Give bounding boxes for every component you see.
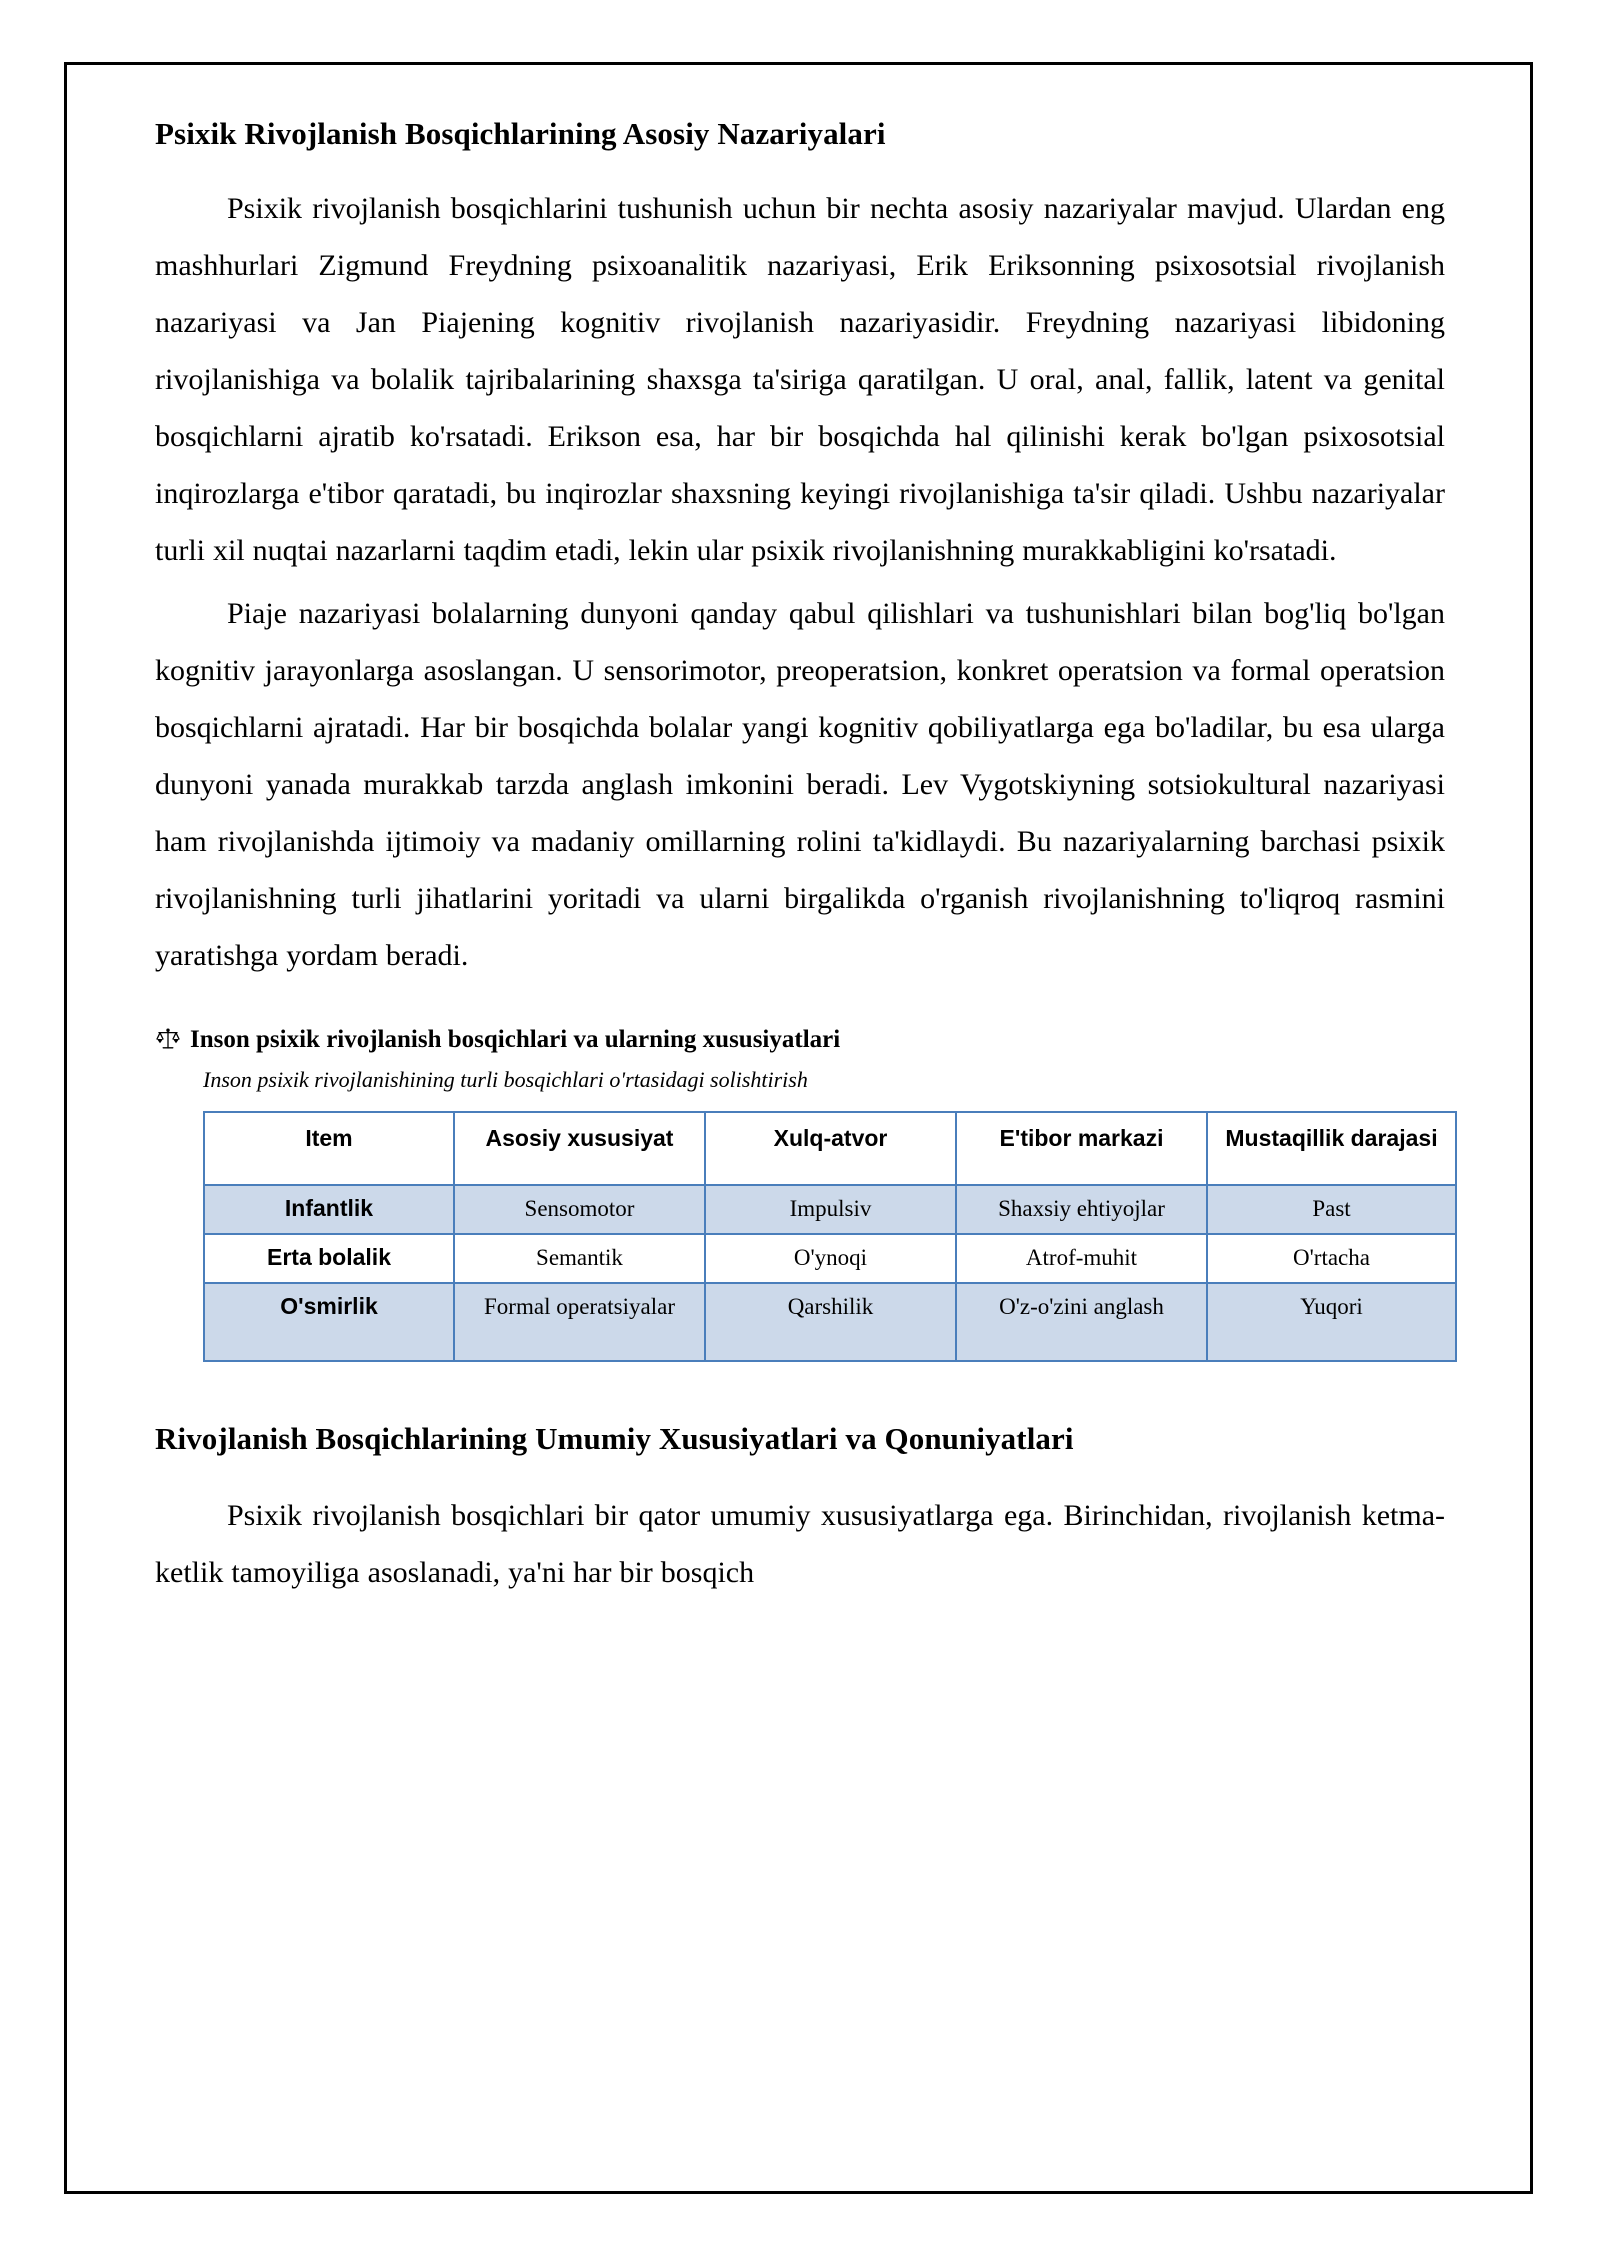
cell-mustaqillik-darajasi: Yuqori (1207, 1283, 1456, 1361)
column-header-asosiy-xususiyat: Asosiy xususiyat (454, 1112, 705, 1185)
cell-mustaqillik-darajasi: Past (1207, 1185, 1456, 1234)
cell-asosiy-xususiyat: Formal operatsiyalar (454, 1283, 705, 1361)
cell-xulq-atvor: Qarshilik (705, 1283, 956, 1361)
table-header-row (204, 1112, 1456, 1185)
column-header-xulq-atvor: Xulq-atvor (705, 1112, 956, 1185)
table-subcaption: Inson psixik rivojlanishining turli bosqichlari o'rtasidagi solishtirish (203, 1067, 808, 1093)
row-label: Erta bolalik (204, 1234, 454, 1283)
table-caption-text: Inson psixik rivojlanish bosqichlari va ularning xususiyatlari (190, 1025, 841, 1053)
cell-etibor-markazi: Atrof-muhit (956, 1234, 1207, 1283)
cell-mustaqillik-darajasi: O'rtacha (1207, 1234, 1456, 1283)
cell-etibor-markazi: O'z-o'zini anglash (956, 1283, 1207, 1361)
paragraph-piaget: Piaje nazariyasi bolalarning dunyoni qanday qabul qilishlari va tushunishlari bilan bog'liq bo'lgan kognitiv jarayonlarga asoslangan. U sensorimotor, preoperatsion, konkret operatsion va formal operatsion bosqichlarni ajratadi. Har bir bosqichda bolalar yangi kognitiv qobiliyatlarga ega bo'ladilar, bu esa ularga dunyoni yanada murakkab tarzda anglash imkonini beradi. Lev Vygotskiyning sotsiokultural nazariyasi ham rivojlanishda ijtimoiy va madaniy omillarning rolini ta'kidlaydi. Bu nazariyalarning barchasi psixik rivojlanishning turli jihatlarini yoritadi va ularni birgalikda o'rganish rivojlanishning to'liqroq rasmini yaratishga yordam beradi. (155, 596, 1445, 972)
cell-asosiy-xususiyat: Semantik (454, 1234, 705, 1283)
comparison-table (203, 1111, 1457, 1362)
cell-xulq-atvor: O'ynoqi (705, 1234, 956, 1283)
paragraph-theories: Psixik rivojlanish bosqichlarini tushunish uchun bir nechta asosiy nazariyalar mavjud. Ulardan eng mashhurlari Zigmund Freydning psixoanalitik nazariyasi, Erik Eriksonning psixosotsial rivojlanish nazariyasi va Jan Piajening kognitiv rivojlanish nazariyasidir. Freydning nazariyasi libidoning rivojlanishiga va bolalik tajribalarining shaxsga ta'siriga qaratilgan. U oral, anal, fallik, latent va genital bosqichlarni ajratib ko'rsatadi. Erikson esa, har bir bosqichda hal qilinishi kerak bo'lgan psixosotsial inqirozlarga e'tibor qaratadi, bu inqirozlar shaxsning keyingi rivojlanishiga ta'sir qiladi. Ushbu nazariyalar turli xil nuqtai nazarlarni taqdim etadi, lekin ular psixik rivojlanishning murakkabligini ko'rsatadi. (155, 191, 1445, 567)
column-header-item: Item (204, 1112, 454, 1185)
row-label: O'smirlik (204, 1283, 454, 1361)
table-row (204, 1283, 1456, 1361)
document-page (64, 62, 1533, 2194)
section-title: Rivojlanish Bosqichlarining Umumiy Xususiyatlari va Qonuniyatlari (155, 1420, 1074, 1456)
table-row (204, 1234, 1456, 1283)
table-block (155, 1024, 1445, 1362)
table-row (204, 1185, 1456, 1234)
cell-xulq-atvor: Impulsiv (705, 1185, 956, 1234)
page-title: Psixik Rivojlanish Bosqichlarining Asosiy Nazariyalari (155, 116, 886, 151)
table-caption (155, 1024, 1445, 1057)
cell-etibor-markazi: Shaxsiy ehtiyojlar (956, 1185, 1207, 1234)
cell-asosiy-xususiyat: Sensomotor (454, 1185, 705, 1234)
row-label: Infantlik (204, 1185, 454, 1234)
column-header-etibor-markazi: E'tibor markazi (956, 1112, 1207, 1185)
page-content (155, 115, 1445, 1601)
scales-icon (155, 1026, 181, 1052)
paragraph-general-traits: Psixik rivojlanish bosqichlari bir qator umumiy xususiyatlarga ega. Birinchidan, rivojlanish ketma-ketlik tamoyiliga asoslanadi, ya'ni har bir bosqich (155, 1498, 1445, 1589)
column-header-mustaqillik-darajasi: Mustaqillik darajasi (1207, 1112, 1456, 1185)
